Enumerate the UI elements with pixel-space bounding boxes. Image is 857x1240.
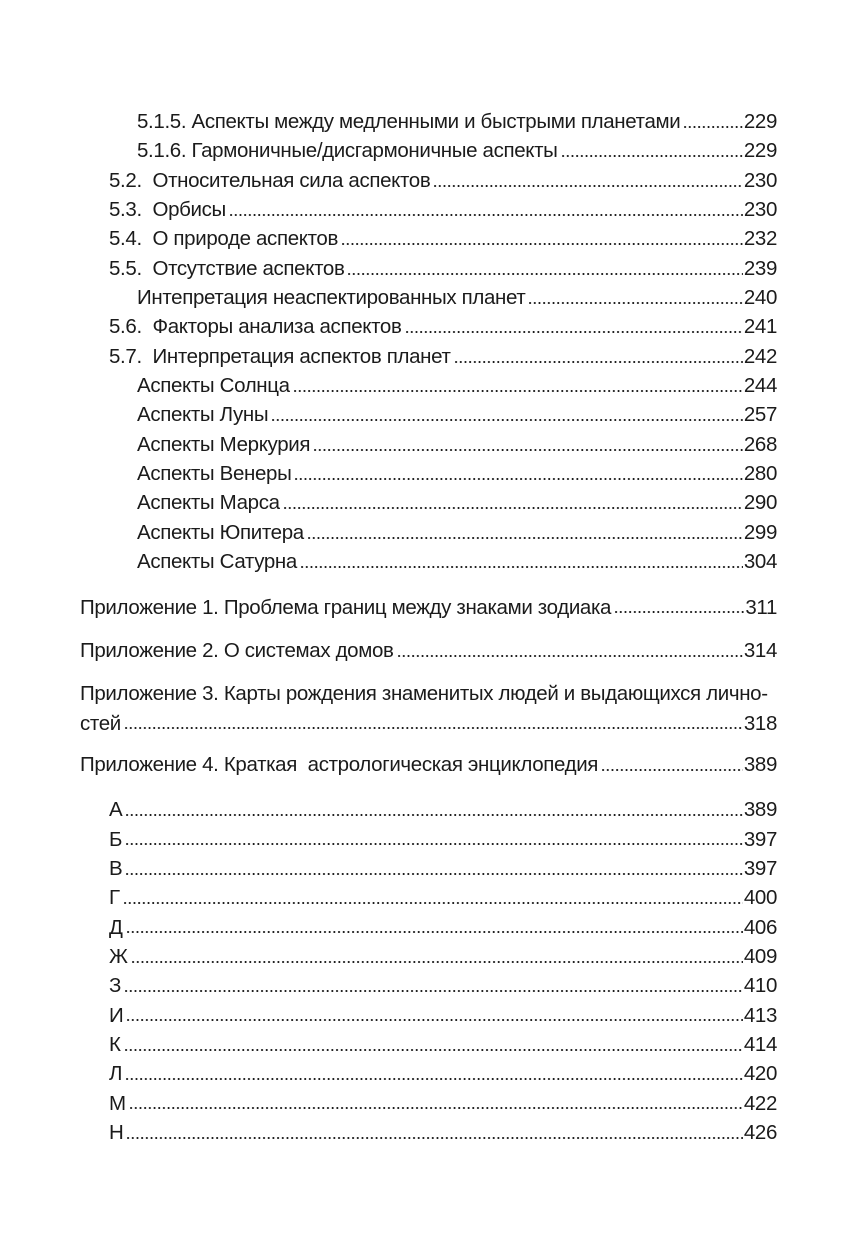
- toc-entry-page: 242: [743, 344, 777, 368]
- toc-entry-page: 239: [743, 256, 777, 280]
- dot-leader: [602, 769, 743, 771]
- dot-leader: [455, 361, 743, 363]
- toc-entry: [80, 107, 777, 136]
- toc-entry-page: 426: [743, 1121, 777, 1144]
- dot-leader: [434, 185, 742, 187]
- toc-entry: [80, 224, 777, 253]
- toc-entry-letter: [80, 825, 777, 854]
- toc-entry-letter: [80, 883, 777, 912]
- toc-entry-label: 5.6. Факторы анализа аспектов: [109, 315, 402, 339]
- toc-entry-label: Приложение 2. О системах домов: [80, 638, 394, 662]
- toc-entry-page: 257: [743, 403, 777, 427]
- toc-entry-label: Аспекты Венеры: [137, 462, 292, 486]
- toc-entry-page: 389: [743, 798, 777, 822]
- toc-entry-letter: [80, 1059, 777, 1088]
- toc-entry-letter: [80, 942, 777, 971]
- dot-leader: [130, 1107, 743, 1109]
- toc-entry-letter: [80, 1030, 777, 1059]
- toc-entry-appendix-2: [80, 636, 777, 665]
- toc-entry-page: 397: [743, 856, 777, 880]
- dot-leader: [308, 537, 743, 539]
- toc-entry-page: 268: [743, 432, 777, 456]
- dot-leader: [125, 1049, 743, 1051]
- dot-leader: [132, 961, 743, 963]
- dot-leader: [294, 390, 743, 392]
- toc-entry-letter: [80, 1001, 777, 1030]
- toc-entry-label: Аспекты Солнца: [137, 374, 290, 398]
- toc-entry: [80, 371, 777, 400]
- toc-entry-letter: [80, 1089, 777, 1118]
- dot-leader: [562, 155, 743, 157]
- toc-entry-label: Ж: [109, 944, 128, 968]
- toc-entry-page: 230: [743, 168, 777, 192]
- dot-leader: [615, 611, 744, 613]
- toc-entry-label: Интепретация неаспектированных планет: [137, 286, 526, 310]
- toc-entry-label: А: [109, 798, 123, 822]
- toc-entry-page: 230: [743, 198, 777, 222]
- toc-entry-label: Л: [109, 1062, 123, 1086]
- toc-entry-page: 400: [743, 886, 777, 910]
- toc-entry-label: Аспекты Меркурия: [137, 432, 311, 456]
- toc-entry-letter: [80, 913, 777, 942]
- toc-entry-label-line2: стей: [80, 711, 121, 735]
- toc-entry: [80, 195, 777, 224]
- toc-entry-label: 5.5. Отсутствие аспектов: [109, 256, 345, 280]
- dot-leader: [342, 243, 743, 245]
- toc-entry-letter: [80, 1118, 777, 1147]
- dot-leader: [272, 419, 743, 421]
- toc-entry-page: 409: [743, 944, 777, 968]
- toc-entry: [80, 518, 777, 547]
- toc-entry-label: Приложение 1. Проблема границ между знаками зодиака: [80, 595, 612, 619]
- toc-entry-label: Приложение 4. Краткая астрологическая энциклопедия: [80, 752, 599, 776]
- dot-leader: [124, 902, 743, 904]
- toc-entry-letter: [80, 971, 777, 1000]
- toc-entry-label: 5.3. Орбисы: [109, 198, 226, 222]
- dot-leader: [127, 1137, 742, 1139]
- toc-entry-label: 5.1.5. Аспекты между медленными и быстрыми планетами: [137, 110, 681, 133]
- dot-leader: [348, 273, 742, 275]
- dot-leader: [684, 126, 742, 128]
- toc-entry-page: 422: [743, 1091, 777, 1115]
- toc-entry: [80, 254, 777, 283]
- toc-entry-continuation: [80, 709, 777, 738]
- toc-entry-page: 240: [743, 286, 777, 310]
- toc-entry-appendix-4: [80, 750, 777, 779]
- toc-entry-page: 304: [743, 550, 777, 574]
- toc-entry-label: Аспекты Сатурна: [137, 550, 297, 574]
- dot-leader: [314, 449, 743, 451]
- toc-entry-page: 299: [743, 520, 777, 544]
- toc-entry: [80, 283, 777, 312]
- toc-entry: [80, 459, 777, 488]
- dot-leader: [126, 843, 743, 845]
- dot-leader: [125, 727, 743, 729]
- toc-entry-label: К: [109, 1032, 121, 1056]
- toc-entry-label: Аспекты Марса: [137, 491, 280, 515]
- toc-entry: [80, 400, 777, 429]
- toc-entry: [80, 488, 777, 517]
- toc-entry-page: 420: [743, 1062, 777, 1086]
- toc-entry: [80, 312, 777, 341]
- toc-entry-page: 413: [743, 1003, 777, 1027]
- toc-entry-letter: [80, 854, 777, 883]
- toc-entry-label: Д: [109, 915, 123, 939]
- toc-entry-page: 410: [743, 974, 777, 998]
- toc-entry-page: 232: [743, 227, 777, 251]
- toc-entry-page: 318: [743, 711, 777, 735]
- toc-entry-label: 5.2. Относительная сила аспектов: [109, 168, 431, 192]
- dot-leader: [230, 214, 743, 216]
- toc-entry-label: Аспекты Юпитера: [137, 520, 304, 544]
- toc-entry: [80, 166, 777, 195]
- dot-leader: [284, 507, 743, 509]
- dot-leader: [406, 331, 743, 333]
- toc-entry-page: 389: [743, 752, 777, 776]
- toc-entry-label: Б: [109, 827, 123, 851]
- dot-leader: [127, 931, 743, 933]
- dot-leader: [295, 478, 742, 480]
- toc-entry-appendix-1: [80, 593, 777, 622]
- toc-entry-page: 290: [743, 491, 777, 515]
- dot-leader: [126, 814, 743, 816]
- toc-entry-page: 397: [743, 827, 777, 851]
- toc-entry-label: Аспекты Луны: [137, 403, 269, 427]
- toc-entry-label: 5.4. О природе аспектов: [109, 227, 338, 251]
- toc-entry-page: 311: [745, 595, 777, 619]
- toc-entry-label: Н: [109, 1121, 124, 1144]
- toc-entry-label: И: [109, 1003, 124, 1027]
- toc-entry: [80, 342, 777, 371]
- toc-entry-page: 229: [743, 110, 777, 133]
- toc-entry-page: 244: [743, 374, 777, 398]
- toc-entry-page: 280: [743, 462, 777, 486]
- dot-leader: [398, 655, 743, 657]
- toc-entry-label: В: [109, 856, 123, 880]
- toc-entry-page: 314: [743, 638, 777, 662]
- toc-entry: [80, 136, 777, 165]
- toc-entry: [80, 430, 777, 459]
- dot-leader: [126, 1078, 743, 1080]
- toc-entry-label: З: [109, 974, 122, 998]
- toc-entry-page: 229: [743, 139, 777, 163]
- toc-entry-appendix-3: [80, 679, 777, 738]
- dot-leader: [301, 566, 743, 568]
- dot-leader: [125, 990, 743, 992]
- toc-entry: [80, 547, 777, 576]
- dot-leader: [127, 1019, 742, 1021]
- toc-entry-page: 414: [743, 1032, 777, 1056]
- toc-entry-page: 406: [743, 915, 777, 939]
- toc-entry-label: М: [109, 1091, 126, 1115]
- toc-entry-label: 5.1.6. Гармоничные/дисгармоничные аспекты: [137, 139, 558, 163]
- dot-leader: [126, 873, 743, 875]
- toc-entry-label: Приложение 3. Карты рождения знаменитых людей и выдающихся лично-: [80, 682, 768, 706]
- dot-leader: [529, 302, 742, 304]
- toc-entry-page: 241: [743, 315, 777, 339]
- toc-entry-letter: [80, 795, 777, 824]
- toc-entry-label: 5.7. Интерпретация аспектов планет: [109, 344, 451, 368]
- toc-entry-label: Г: [109, 886, 120, 910]
